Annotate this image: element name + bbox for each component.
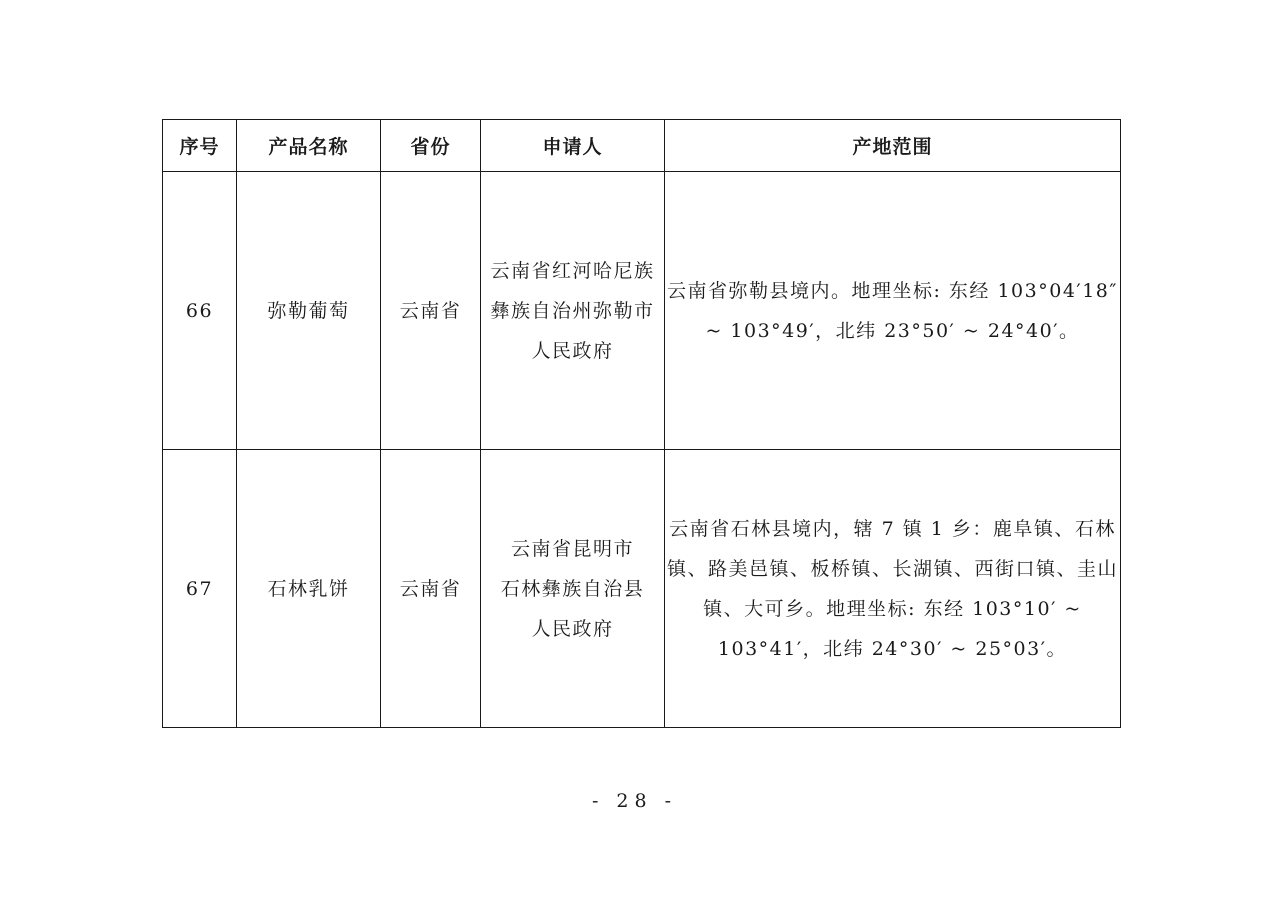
table-row [163, 172, 1121, 450]
page-number: - 28 - [591, 790, 678, 812]
applicant-line: 云南省昆明市 [510, 537, 634, 560]
applicant-line: 人民政府 [531, 339, 614, 362]
cell-index: 67 [163, 450, 237, 728]
cell-applicant [481, 172, 665, 450]
header-applicant: 申请人 [481, 120, 665, 172]
cell-province: 云南省 [381, 450, 481, 728]
header-origin-range: 产地范围 [665, 120, 1121, 172]
cell-province: 云南省 [381, 172, 481, 450]
cell-origin-range: 云南省弥勒县境内。地理坐标: 东经 103°04′18″ ~ 103°49′，北纬 23°50′ ~ 24°40′。 [665, 172, 1121, 450]
geographic-indication-table [162, 119, 1121, 728]
table-row [163, 450, 1121, 728]
cell-origin-range: 云南省石林县境内，辖 7 镇 1 乡：鹿阜镇、石林镇、路美邑镇、板桥镇、长湖镇、西街口镇、圭山镇、大可乡。地理坐标: 东经 103°10′ ~ 103°41′，北纬 24°30′ ~ 25°03′。 [665, 450, 1121, 728]
header-province: 省份 [381, 120, 481, 172]
header-index: 序号 [163, 120, 237, 172]
applicant-line: 云南省红河哈尼族 [490, 259, 655, 282]
applicant-line: 人民政府 [531, 617, 614, 640]
cell-product-name: 弥勒葡萄 [237, 172, 381, 450]
applicant-line: 彝族自治州弥勒市 [490, 299, 655, 322]
table-header-row [163, 120, 1121, 172]
cell-product-name: 石林乳饼 [237, 450, 381, 728]
cell-index: 66 [163, 172, 237, 450]
cell-applicant [481, 450, 665, 728]
header-product-name: 产品名称 [237, 120, 381, 172]
applicant-line: 石林彝族自治县 [500, 577, 645, 600]
